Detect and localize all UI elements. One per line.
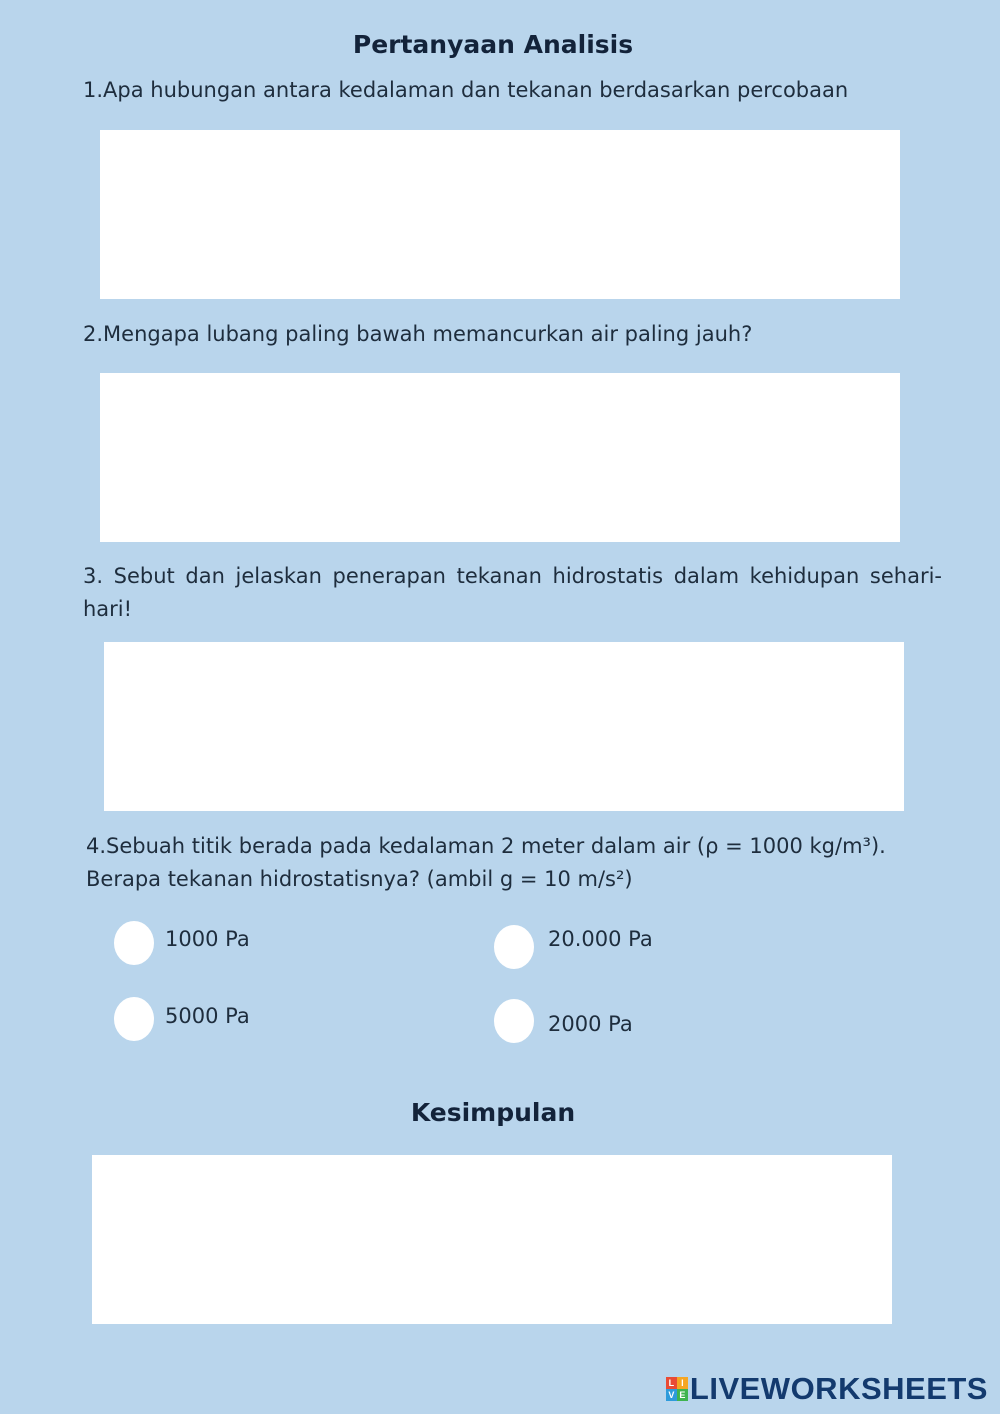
logo-tile-v: V [666,1389,677,1401]
question-2: 2.Mengapa lubang paling bawah memancurkan air paling jauh? [83,322,753,346]
conclusion-answer-box[interactable] [92,1155,892,1324]
option-4-radio[interactable] [494,999,534,1043]
liveworksheets-logo[interactable] [666,1372,988,1406]
question-4-line-2: Berapa tekanan hidrostatisnya? (ambil g = 10 m/s²) [86,867,633,891]
liveworksheets-wordmark: LIVEWORKSHEETS [689,1371,988,1406]
option-1-label: 1000 Pa [165,927,250,951]
option-2-label: 20.000 Pa [548,927,653,951]
option-3-label: 5000 Pa [165,1004,250,1028]
liveworksheets-logo-icon [666,1377,688,1401]
answer-box-2[interactable] [100,373,900,542]
question-1: 1.Apa hubungan antara kedalaman dan tekanan berdasarkan percobaan [83,78,849,102]
option-4-label: 2000 Pa [548,1012,633,1036]
question-3: 3. Sebut dan jelaskan penerapan tekanan hidrostatis dalam kehidupan sehari-hari! [83,564,942,621]
question-4-line-1: 4.Sebuah titik berada pada kedalaman 2 meter dalam air (ρ = 1000 kg/m³). [86,834,886,858]
option-2-radio[interactable] [494,925,534,969]
option-3-radio[interactable] [114,997,154,1041]
answer-box-3[interactable] [104,642,904,811]
logo-tile-l: L [666,1377,677,1389]
logo-tile-e: E [677,1389,688,1401]
answer-box-1[interactable] [100,130,900,299]
logo-tile-i: I [677,1377,688,1389]
page-title: Pertanyaan Analisis [352,30,634,59]
option-1-radio[interactable] [114,921,154,965]
conclusion-title: Kesimpulan [410,1098,576,1127]
